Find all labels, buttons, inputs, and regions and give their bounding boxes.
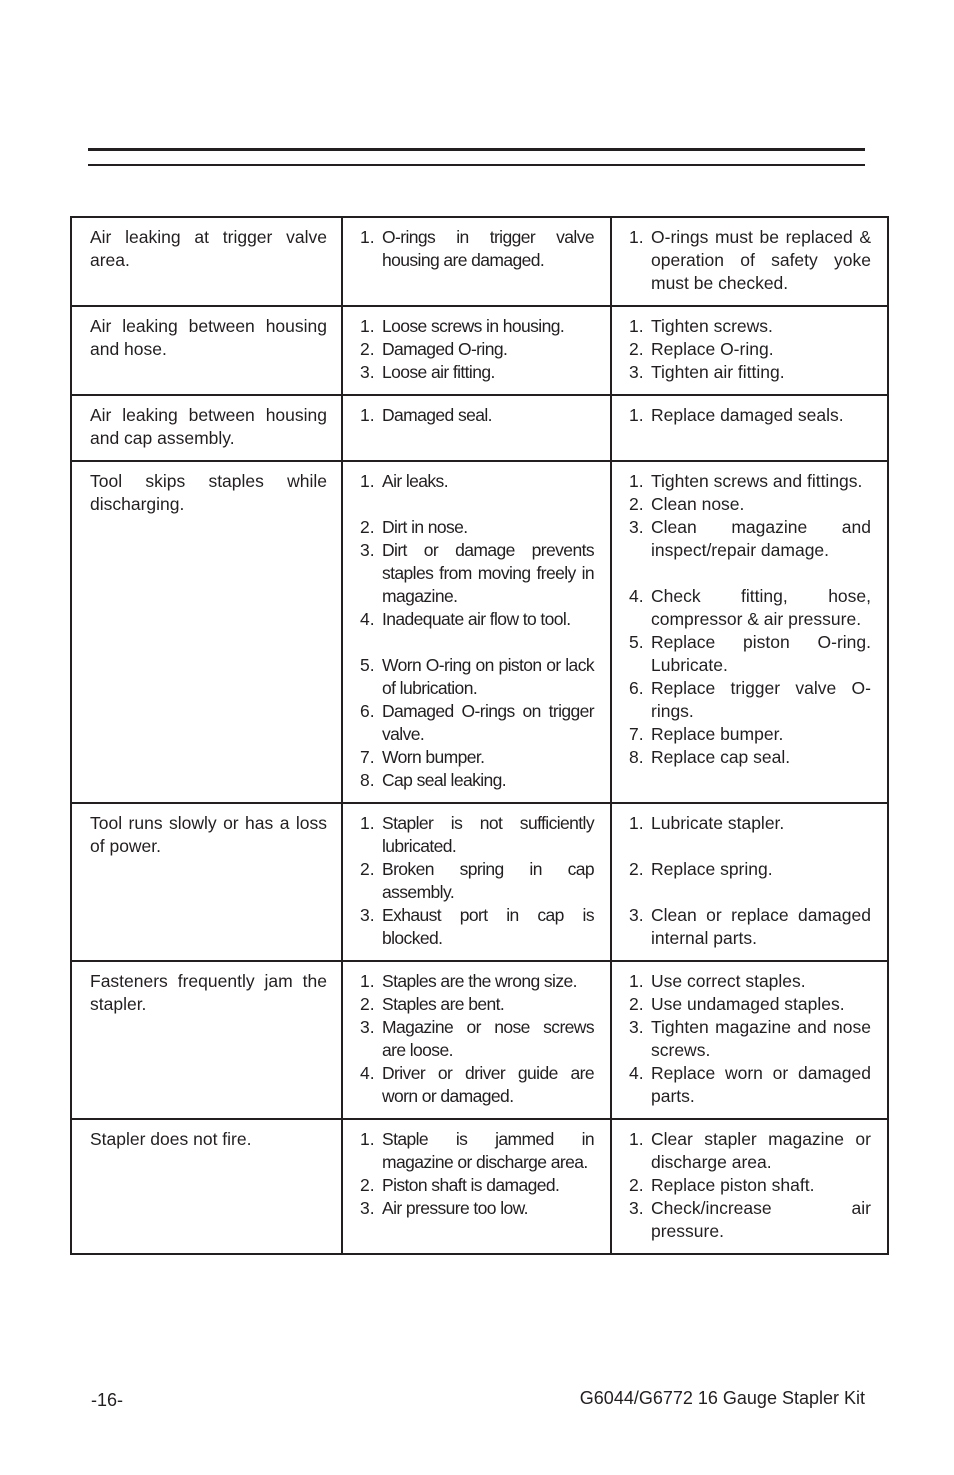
solution-list [629,315,871,384]
cause-list [360,970,594,1108]
list-item-number: 1. [629,1129,644,1149]
list-item-text: Damaged seal. [382,405,492,425]
list-item [629,723,871,746]
table-row [71,961,888,1119]
list-item-text: Replace piston O-ring. Lubricate. [651,632,871,675]
list-item-number: 6. [360,701,375,721]
solution-cell [611,217,888,306]
list-item-text: Air leaks. [382,471,448,491]
cause-list [360,315,594,384]
list-item-number: 3. [629,1017,644,1037]
list-item-text: Broken spring in cap assembly. [382,859,594,902]
solution-list [629,1128,871,1243]
table-row [71,803,888,961]
list-item-text: Replace cap seal. [651,747,791,767]
table-row [71,395,888,461]
solution-list [629,470,871,769]
list-item-text: Clean magazine and inspect/repair damage. [651,517,871,560]
list-item [629,404,871,427]
list-item-text: Air pressure too low. [382,1198,528,1218]
list-item-number: 1. [360,227,375,247]
list-item-number: 3. [629,905,644,925]
list-item-number: 2. [629,1175,644,1195]
list-item [629,1197,871,1243]
list-item-number: 4. [629,586,644,606]
list-item [629,338,871,361]
problem-cell: Air leaking between housing and cap assembly. [71,395,342,461]
list-item [629,226,871,295]
list-item-number: 2. [629,994,644,1014]
list-item [360,904,594,950]
list-item [360,746,594,769]
header-rule-bottom [88,164,865,166]
list-item-number: 3. [360,1198,375,1218]
list-item [360,769,594,792]
list-item [629,904,871,950]
list-item-number: 5. [360,655,375,675]
list-item [629,516,871,562]
list-item-number: 2. [360,339,375,359]
list-item-number: 1. [629,405,644,425]
list-item-text: Tighten screws. [651,316,773,336]
list-item-number: 4. [360,1063,375,1083]
cause-list [360,812,594,950]
list-item [360,993,594,1016]
list-item-number: 2. [360,994,375,1014]
table-row [71,217,888,306]
solution-cell [611,803,888,961]
list-item-text: Worn bumper. [382,747,485,767]
list-item [629,677,871,723]
solution-cell [611,306,888,395]
list-item-number: 1. [360,971,375,991]
list-item [629,585,871,631]
list-item-number: 3. [360,540,375,560]
list-item [360,516,594,539]
solution-list [629,226,871,295]
manual-title: G6044/G6772 16 Gauge Stapler Kit [579,1388,865,1408]
list-item [629,315,871,338]
solution-cell [611,395,888,461]
list-item-text: O-rings must be replaced & operation of safety yoke must be checked. [651,227,871,293]
list-item [629,858,871,881]
problem-cell: Tool runs slowly or has a loss of power. [71,803,342,961]
cause-cell [342,461,611,803]
troubleshooting-table-body [71,217,888,1254]
list-item [360,1174,594,1197]
header-rule-top [88,148,865,151]
list-item-text: Loose air fitting. [382,362,495,382]
problem-cell: Fasteners frequently jam the stapler. [71,961,342,1119]
list-item-number: 5. [629,632,644,652]
list-item-number: 2. [360,517,375,537]
list-item-number: 4. [360,609,375,629]
solution-cell [611,461,888,803]
list-item-number: 1. [360,1129,375,1149]
solution-cell [611,1119,888,1254]
list-item-number: 1. [629,227,644,247]
list-item-number: 3. [360,1017,375,1037]
list-item-number: 1. [629,813,644,833]
list-item-text: Exhaust port in cap is blocked. [382,905,594,948]
list-item [360,539,594,608]
list-item-number: 1. [629,316,644,336]
problem-cell: Air leaking between housing and hose. [71,306,342,395]
list-item-text: Driver or driver guide are worn or damaged. [382,1063,594,1106]
list-item [629,361,871,384]
list-item [360,315,594,338]
list-item [629,970,871,993]
list-item-text: Use correct staples. [651,971,806,991]
list-item [629,812,871,835]
list-item-text: Clean or replace damaged internal parts. [651,905,871,948]
list-item-text: Tighten magazine and nose screws. [651,1017,871,1060]
problem-cell: Air leaking at trigger valve area. [71,217,342,306]
solution-cell [611,961,888,1119]
list-item-text: Loose screws in housing. [382,316,565,336]
problem-cell: Tool skips staples while discharging. [71,461,342,803]
problem-cell: Stapler does not fire. [71,1119,342,1254]
list-item-number: 2. [629,494,644,514]
list-item-number: 2. [629,339,644,359]
list-item [360,226,594,272]
cause-cell [342,961,611,1119]
list-item-text: Worn O-ring on piston or lack of lubrication. [382,655,594,698]
list-item-number: 2. [360,859,375,879]
list-item-number: 2. [629,859,644,879]
cause-list [360,1128,594,1220]
cause-cell [342,395,611,461]
list-item-text: Staple is jammed in magazine or discharge area. [382,1129,594,1172]
cause-cell [342,803,611,961]
list-item-text: Piston shaft is damaged. [382,1175,560,1195]
table-row [71,1119,888,1254]
list-item [360,654,594,700]
list-item [629,1128,871,1174]
list-item-number: 8. [629,747,644,767]
list-item-number: 1. [629,471,644,491]
list-item [629,1174,871,1197]
list-item [629,631,871,677]
list-item-text: Replace O-ring. [651,339,774,359]
list-item-text: Staples are the wrong size. [382,971,577,991]
list-item-number: 1. [629,971,644,991]
list-item-number: 6. [629,678,644,698]
list-item-text: Check fitting, hose, compressor & air pressure. [651,586,871,629]
list-item-text: Inadequate air flow to tool. [382,609,571,629]
list-item [629,746,871,769]
list-item-number: 3. [629,1198,644,1218]
list-item-text: Dirt in nose. [382,517,468,537]
list-item-text: Replace damaged seals. [651,405,844,425]
list-item-text: Replace spring. [651,859,773,879]
list-item [360,361,594,384]
solution-list [629,812,871,950]
list-item [360,470,594,493]
list-item-text: Stapler is not sufficiently lubricated. [382,813,594,856]
list-item-number: 1. [360,471,375,491]
list-item-text: Damaged O-ring. [382,339,508,359]
list-item-number: 3. [629,362,644,382]
list-item-number: 8. [360,770,375,790]
troubleshooting-table [70,216,889,1255]
solution-list [629,404,871,427]
list-item [629,993,871,1016]
list-item [360,1062,594,1108]
list-item-text: O-rings in trigger valve housing are damaged. [382,227,594,270]
list-item [629,470,871,493]
list-item-text: Clear stapler magazine or discharge area. [651,1129,871,1172]
cause-list [360,404,594,427]
list-item [360,1128,594,1174]
list-item [360,338,594,361]
list-item-text: Replace bumper. [651,724,784,744]
list-item-number: 3. [360,362,375,382]
list-item-text: Dirt or damage prevents staples from moving freely in magazine. [382,540,594,606]
list-item [360,1197,594,1220]
list-item-text: Tighten screws and fittings. [651,471,863,491]
list-item-text: Use undamaged staples. [651,994,845,1014]
list-item-text: Clean nose. [651,494,745,514]
list-item-number: 3. [629,517,644,537]
list-item [629,493,871,516]
list-item [360,970,594,993]
list-item-text: Lubricate stapler. [651,813,785,833]
list-item-number: 1. [360,405,375,425]
solution-list [629,970,871,1108]
list-item [360,700,594,746]
page-number: -16- [91,1390,124,1410]
list-item-number: 7. [360,747,375,767]
list-item [360,858,594,904]
table-row [71,461,888,803]
cause-list [360,470,594,792]
cause-cell [342,306,611,395]
table-row [71,306,888,395]
list-item-number: 1. [360,316,375,336]
list-item-number: 3. [360,905,375,925]
list-item-text: Replace worn or damaged parts. [651,1063,871,1106]
list-item-text: Damaged O-rings on trigger valve. [382,701,594,744]
list-item-text: Staples are bent. [382,994,505,1014]
list-item-number: 4. [629,1063,644,1083]
list-item-text: Magazine or nose screws are loose. [382,1017,594,1060]
list-item-number: 2. [360,1175,375,1195]
list-item [360,812,594,858]
list-item-text: Check/increase air pressure. [651,1198,871,1241]
cause-cell [342,1119,611,1254]
list-item-number: 1. [360,813,375,833]
list-item-text: Cap seal leaking. [382,770,507,790]
list-item-text: Replace trigger valve O-rings. [651,678,871,721]
list-item [360,404,594,427]
cause-cell [342,217,611,306]
list-item-number: 7. [629,724,644,744]
list-item-text: Tighten air fitting. [651,362,785,382]
cause-list [360,226,594,272]
list-item [360,1016,594,1062]
list-item [629,1016,871,1062]
list-item-text: Replace piston shaft. [651,1175,815,1195]
list-item [360,608,594,631]
list-item [629,1062,871,1108]
